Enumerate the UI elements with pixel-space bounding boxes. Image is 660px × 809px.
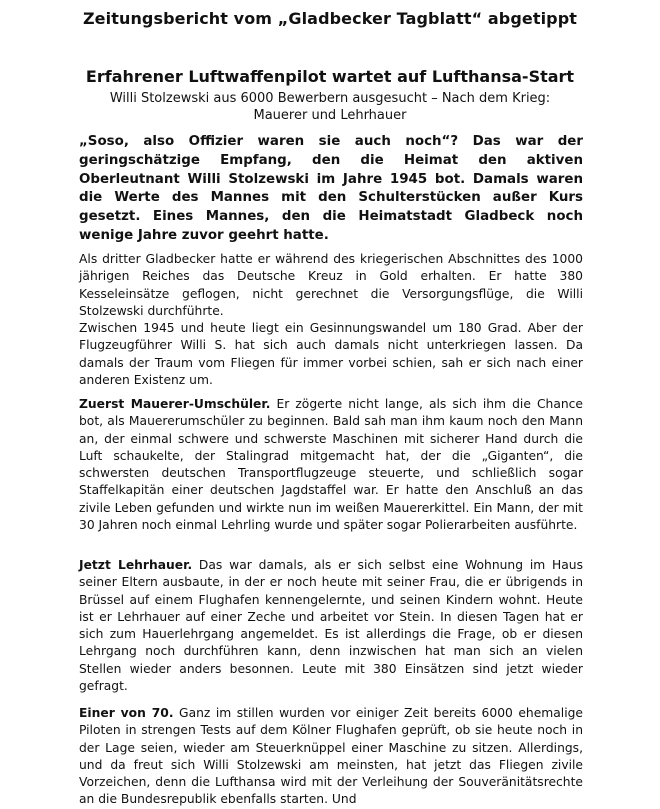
subheadline-line-1: Willi Stolzewski aus 6000 Bewerbern ausgesucht – Nach dem Krieg: — [109, 91, 551, 106]
section-heading-lehrhauer: Jetzt Lehrhauer. — [79, 558, 193, 572]
section-einer-von-70 — [79, 705, 583, 809]
article-headline: Erfahrener Luftwaffenpilot wartet auf Lufthansa-Start — [85, 67, 575, 86]
document-title: Zeitungsbericht vom „Gladbecker Tagblatt“ abgetippt — [82, 9, 578, 28]
paragraph-1 — [79, 251, 583, 389]
section-heading-mauerer: Zuerst Mauerer-Umschüler. — [79, 397, 271, 411]
section-lehrhauer — [79, 557, 583, 695]
article-subheadline — [0, 90, 660, 124]
subheadline-line-2: Mauerer und Lehrhauer — [253, 108, 407, 123]
section-heading-einer-von-70: Einer von 70. — [79, 706, 174, 720]
paragraph-1-part-b: Zwischen 1945 und heute liegt ein Gesinnungswandel um 180 Grad. Aber der Flugzeugführer Willi S. hat sich auch damals nicht unterkriegen lassen. Da damals der Traum vom Fliegen für immer vorbei schien, sah er sich nach einer anderen Existenz um. — [79, 321, 583, 388]
section-text-mauerer: Er zögerte nicht lange, als sich ihm die Chance bot, als Mauererumschüler zu beginnen. Bald sah man ihm kaum noch den Mann an, der einmal schwere und schwerste Maschinen mit sicherer Hand durch die Luft schaukelte, der Stalingrad mitgemacht hat, der die „Giganten“, die schwersten deutschen Transportflugzeuge steuerte, und schließlich sogar Staffelkapitän einer deutschen Jagdstaffel war. Er hatte den Anschluß an das zivile Leben gefunden und wirkte nun im weißen Mauererkittel. Ein Mann, der mit 30 Jahren noch einmal Lehrling wurde und später sogar Polierarbeiten ausführte. — [79, 397, 583, 533]
paragraph-1-part-a: Als dritter Gladbecker hatte er während des kriegerischen Abschnittes des 1000 jährigen Reiches das Deutsche Kreuz in Gold erhalten. Er hatte 380 Kesseleinsätze geflogen, nicht gerechnet die Versorgungsflüge, die Willi Stolzewski durchführte. — [79, 252, 583, 318]
section-text-einer-von-70: Ganz im stillen wurden vor einiger Zeit bereits 6000 ehemalige Piloten in strengen Tests auf dem Kölner Flughafen geprüft, ob sie heute noch in der Lage seien, wieder am Steuerknüppel einer Maschine zu sitzen. Allerdings, und da freut sich Willi Stolzewski am meinsten, hat jetzt das Fliegen zivile Vorzeichen, denn die Lufthansa wird mit der Verleihung der Souveränitätsrechte an die Bundesrepublik ebenfalls starten. Und — [79, 706, 583, 807]
lead-paragraph: „Soso, also Offizier waren sie auch noch“? Das war der geringschätzige Empfang, den die Heimat den aktiven Oberleutnant Willi Stolzewski im Jahre 1945 bot. Damals waren die Werte des Mannes mit den Schulterstücken außer Kurs gesetzt. Eines Mannes, den die Heimatstadt Gladbeck noch wenige Jahre zuvor geehrt hatte. — [79, 134, 583, 243]
section-text-lehrhauer: Das war damals, als er sich selbst eine Wohnung im Haus seiner Eltern ausbaute, in der er noch heute mit seiner Frau, die er übrigends in Brüssel auf einem Flughafen kennengelernte, und seinen Kindern wohnt. Heute ist er Lehrhauer auf einer Zeche und arbeitet vor Stein. In diesen Tagen hat er sich zum Hauerlehrgang angemeldet. Es ist allerdings die Frage, ob er diesen Lehrgang noch durchführen kann, denn inzwischen hat man sich an vielen Stellen wieder anders besonnen. Leute mit 380 Einsätzen sind jetzt wieder gefragt. — [79, 558, 583, 694]
section-mauerer — [79, 396, 583, 534]
